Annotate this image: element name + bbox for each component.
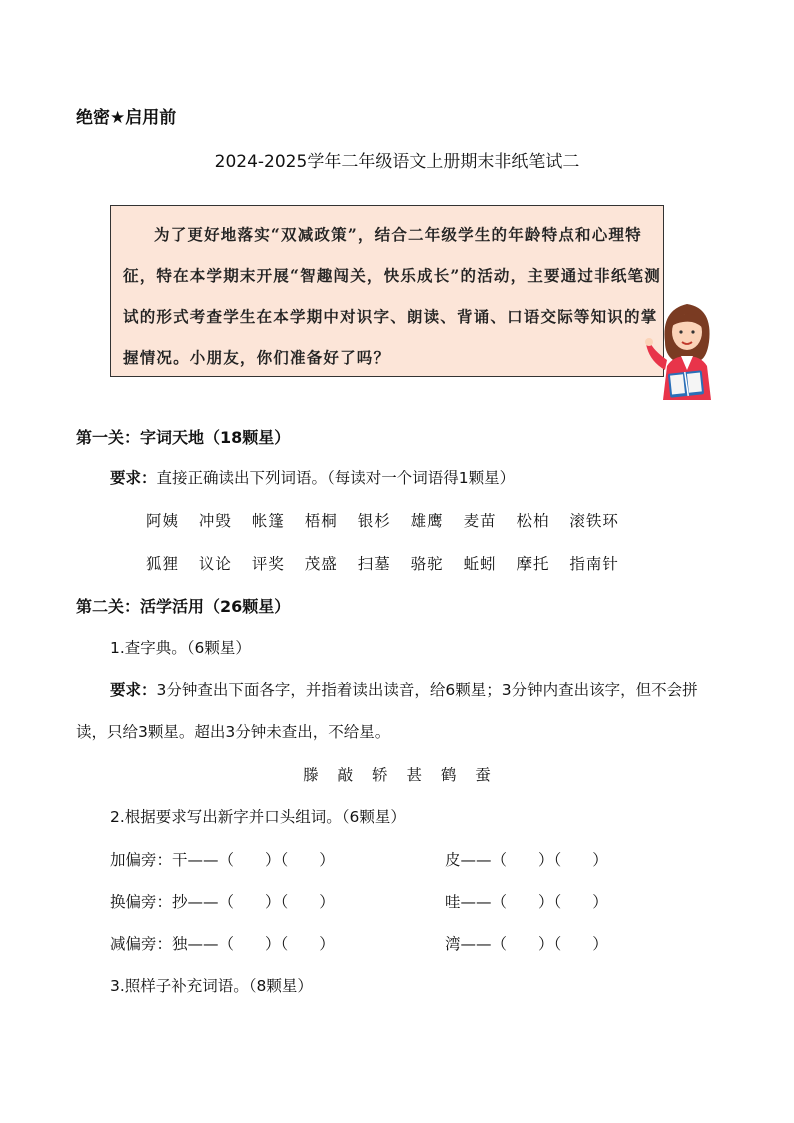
requirement-text: 直接正确读出下列词语。（每读对一个词语得1颗星） [156,469,516,487]
requirement-text: 3分钟查出下面各字，并指着读出读音，给6颗星；3分钟内查出该字，但不会拼读，只给3颗星。超出3分钟未查出，不给星。 [76,681,698,741]
task1-requirement [76,669,726,753]
task2-row-left: 减偏旁：独——（ ）（ ） [110,935,335,953]
task2-row-right: 皮——（ ）（ ） [445,851,608,869]
teacher-illustration [643,290,729,400]
task2-row-right: 湾——（ ）（ ） [445,935,608,953]
confidential-label: 绝密★启用前 [76,108,177,128]
section1-heading: 第一关：字词天地（18颗星） [76,428,291,447]
section2-heading: 第二关：活学活用（26颗星） [76,597,291,616]
task1-title: 1.查字典。（6颗星） [110,639,251,657]
task2-row-left: 加偏旁：干——（ ）（ ） [110,851,335,869]
requirement-label: 要求： [110,681,157,699]
task2-title: 2.根据要求写出新字并口头组词。（6颗星） [110,808,406,826]
requirement-label: 要求： [110,469,157,487]
intro-box [110,205,664,377]
section1-requirement [110,466,515,488]
task2-row-right: 哇——（ ）（ ） [445,893,608,911]
task2-row-left: 换偏旁：抄——（ ）（ ） [110,893,335,911]
task3-title: 3.照样子补充词语。（8颗星） [110,977,313,995]
intro-text: 为了更好地落实“双减政策”，结合二年级学生的年龄特点和心理特征，特在本学期末开展“智趣闯关，快乐成长”的活动，主要通过非纸笔测试的形式考查学生在本学期中对识字、朗读、背诵、口语交际等知识的掌握情况。小朋友，你们准备好了吗？ [123,225,661,367]
word-row-2: 狐狸 议论 评奖 茂盛 扫墓 骆驼 蚯蚓 摩托 指南针 [146,555,619,573]
exam-title: 2024-2025学年二年级语文上册期末非纸笔试二 [214,152,580,172]
word-row-1: 阿姨 冲毁 帐篷 梧桐 银杉 雄鹰 麦苗 松柏 滚铁环 [146,512,619,530]
lookup-characters: 滕 敲 轿 甚 鹤 蚕 [303,766,491,784]
